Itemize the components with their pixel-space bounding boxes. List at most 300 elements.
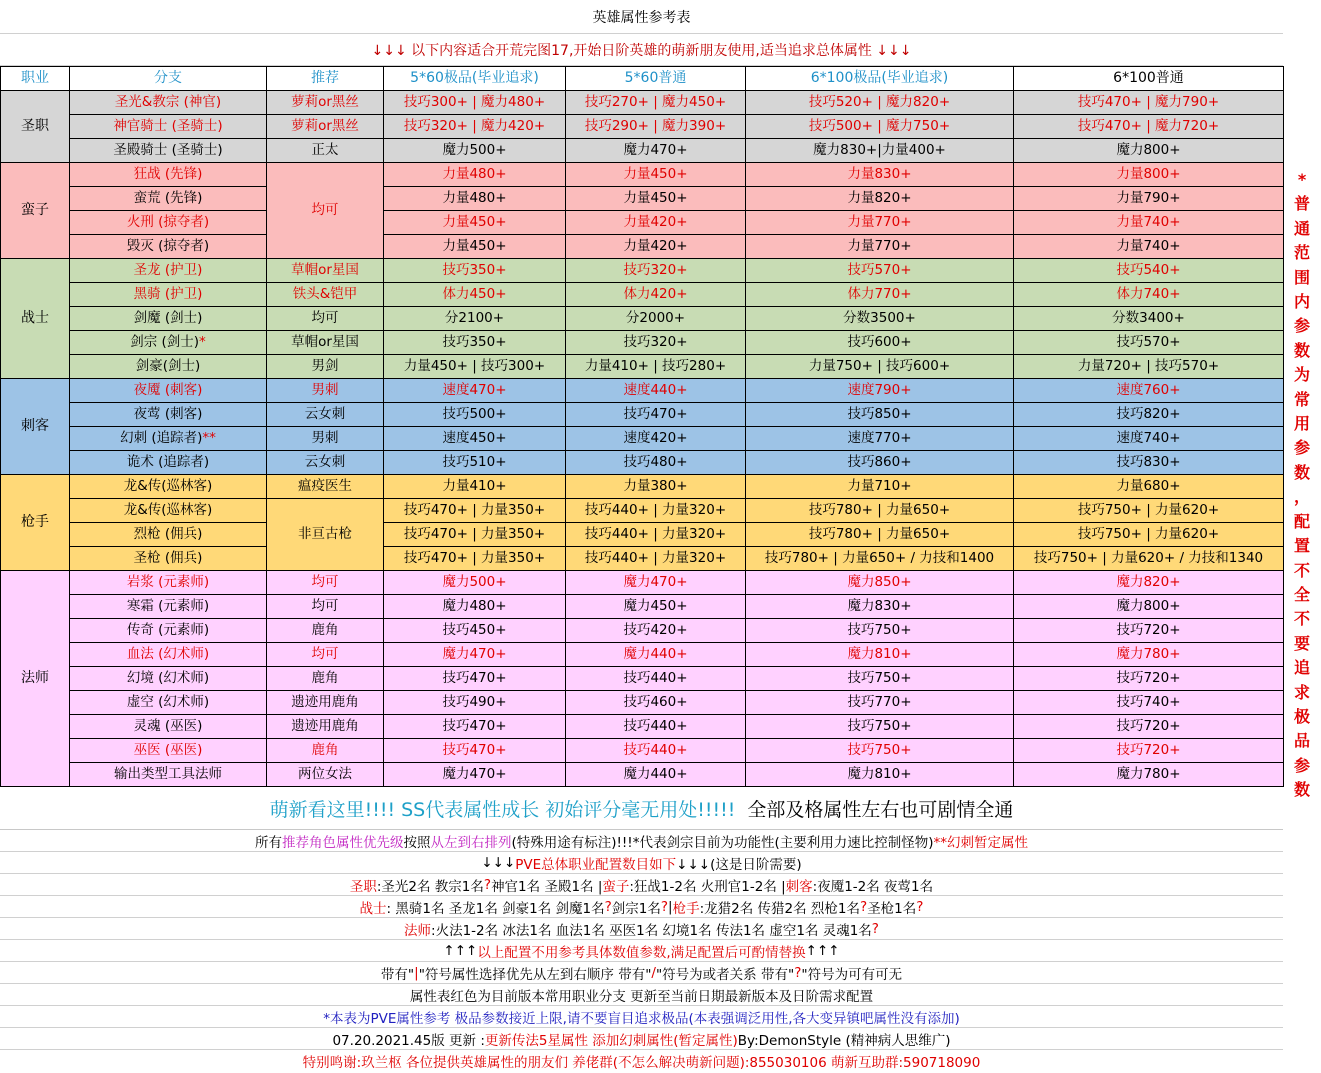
value-cell: 体力740+ [1014, 283, 1284, 307]
branch-label: 龙&传(巡林客) [123, 478, 213, 494]
value-cell: 技巧750+ [746, 619, 1014, 643]
header-5x60-normal: 5*60普通 [566, 67, 746, 91]
note-text: ↓↓↓ [481, 854, 516, 871]
header-branch: 分支 [70, 67, 267, 91]
branch-label: 幻刺 (追踪者) [120, 430, 203, 446]
note-mark: ? [604, 898, 612, 915]
value-cell: 技巧780+ | 力量650+ [746, 523, 1014, 547]
branch-label: 夜魇 (刺客) [133, 382, 203, 398]
recommend-cell: 遗迹用鹿角 [267, 715, 384, 739]
branch-label: 灵魂 (巫医) [133, 718, 203, 734]
note-thanks: 特别鸣谢:玖兰枢 各位提供英雄属性的朋友们 养佬群(不怎么解决萌新问题):855030106 萌新互助群:590718090 [302, 1055, 981, 1071]
value-cell: 体力420+ [566, 283, 746, 307]
branch-label: 虚空 (幻术师) [126, 694, 210, 710]
banner-part1: 萌新看这里!!!! SS代表属性成长 初始评分毫无用处!!!!! [269, 799, 736, 821]
note-text: | [668, 898, 673, 915]
table-row [1, 571, 1284, 595]
value-cell: 体力770+ [746, 283, 1014, 307]
value-cell: 技巧470+ [384, 715, 566, 739]
value-cell: 技巧770+ [746, 691, 1014, 715]
recommend-cell: 鹿角 [267, 667, 384, 691]
value-cell: 速度760+ [1014, 379, 1284, 403]
branch-cell [70, 571, 267, 595]
value-cell: 魔力470+ [566, 571, 746, 595]
branch-cell [70, 211, 267, 235]
value-cell: 力量720+ | 技巧570+ [1014, 355, 1284, 379]
recommend-cell: 男刺 [267, 379, 384, 403]
value-cell: 魔力500+ [384, 571, 566, 595]
recommend-cell: 非亘古枪 [267, 499, 384, 571]
recommend-cell: 男刺 [267, 427, 384, 451]
table-row [1, 163, 1284, 187]
recommend-cell: 两位女法 [267, 763, 384, 787]
value-cell: 力量380+ [566, 475, 746, 499]
note-mark: ? [660, 898, 669, 915]
value-cell: 技巧820+ [1014, 403, 1284, 427]
note-pve-disclaimer: *本表为PVE属性参考 极品参数接近上限,请不要盲目追求极品(本表强调泛用性,各大变异镇吧属性没有添加) [0, 1006, 1283, 1028]
header-6x100-normal: 6*100普通 [1014, 67, 1284, 91]
side-note-char: ， [1293, 487, 1310, 507]
value-cell: 技巧720+ [1014, 667, 1284, 691]
header-recommend: 推荐 [267, 67, 384, 91]
note-text: "符号为可有可无 [801, 966, 903, 983]
note-text: 按照 [403, 834, 431, 851]
table-row [1, 331, 1284, 355]
value-cell: 技巧740+ [1014, 691, 1284, 715]
branch-mark: * [199, 334, 206, 350]
branch-label: 烈枪 (佣兵) [133, 526, 203, 542]
note-text: ↑↑↑ [805, 942, 840, 959]
recommend-cell: 萝莉or黑丝 [267, 91, 384, 115]
note-text: :火法1-2名 冰法1名 血法1名 巫医1名 幻境1名 传法1名 虚空1名 灵魂1名 [431, 922, 872, 939]
side-note-char: 品 [1293, 731, 1310, 751]
value-cell: 魔力470+ [566, 139, 746, 163]
value-cell: 技巧470+ | 力量350+ [384, 499, 566, 523]
side-note-char: 不 [1293, 609, 1310, 629]
value-cell: 魔力450+ [566, 595, 746, 619]
branch-cell [70, 331, 267, 355]
branch-cell [70, 595, 267, 619]
value-cell: 力量450+ [384, 211, 566, 235]
table-body [1, 91, 1284, 787]
note-highlight: 推荐角色属性优先级 [281, 834, 404, 851]
value-cell: 技巧320+ | 魔力420+ [384, 115, 566, 139]
note-text: :龙猎2名 传猎2名 烈枪1名 [699, 900, 861, 917]
branch-label: 诡术 (追踪者) [126, 454, 210, 470]
value-cell: 技巧600+ [746, 331, 1014, 355]
class-name-cell: 枪手 [1, 475, 70, 571]
note-highlight: PVE总体职业配置数目如下 [515, 856, 677, 873]
table-row [1, 283, 1284, 307]
branch-label: 剑魔 (剑士) [133, 310, 203, 326]
value-cell: 魔力820+ [1014, 571, 1284, 595]
note-mark: / [651, 964, 656, 981]
value-cell: 技巧500+ | 魔力750+ [746, 115, 1014, 139]
note-text: :狂战1-2名 火刑官1-2名 | [629, 878, 786, 895]
value-cell: 技巧720+ [1014, 715, 1284, 739]
recommend-cell: 正太 [267, 139, 384, 163]
value-cell: 魔力830+ [746, 595, 1014, 619]
recommend-cell: 草帽or星国 [267, 259, 384, 283]
branch-label: 龙&传(巡林客) [123, 502, 213, 518]
side-note-char: 数 [1293, 462, 1310, 482]
value-cell: 魔力780+ [1014, 643, 1284, 667]
table-row [1, 739, 1284, 763]
note-mark: ? [794, 964, 802, 981]
value-cell: 分数3400+ [1014, 307, 1284, 331]
value-cell: 技巧470+ [384, 667, 566, 691]
branch-label: 岩浆 (元素师) [126, 574, 210, 590]
side-note-char: 不 [1293, 560, 1310, 580]
value-cell: 速度420+ [566, 427, 746, 451]
note-text: 07.20.2021.45版 更新 : [332, 1032, 485, 1049]
header-class: 职业 [1, 67, 70, 91]
value-cell: 技巧570+ [1014, 331, 1284, 355]
value-cell: 技巧470+ | 魔力720+ [1014, 115, 1284, 139]
branch-cell [70, 667, 267, 691]
value-cell: 力量450+ [566, 187, 746, 211]
recommend-cell: 均可 [267, 595, 384, 619]
branch-label: 圣光&教宗 (神官) [114, 94, 222, 110]
recommend-cell: 鹿角 [267, 619, 384, 643]
table-row [1, 379, 1284, 403]
banner-part2: 全部及格属性左右也可剧情全通 [747, 799, 1014, 821]
value-cell: 技巧440+ | 力量320+ [566, 499, 746, 523]
value-cell: 技巧860+ [746, 451, 1014, 475]
sheet-subtitle: ↓↓↓ 以下内容适合开荒完图17,开始日阶英雄的萌新朋友使用,适当追求总体属性 ↓↓↓ [0, 34, 1283, 66]
table-row [1, 235, 1284, 259]
class-name-cell: 圣职 [1, 91, 70, 163]
header-row [1, 67, 1284, 91]
table-row [1, 667, 1284, 691]
branch-label: 传奇 (元素师) [126, 622, 210, 638]
branch-label: 狂战 (先锋) [133, 166, 203, 182]
note-text: 所有 [254, 834, 282, 851]
value-cell: 魔力480+ [384, 595, 566, 619]
table-row [1, 403, 1284, 427]
sheet-title: 英雄属性参考表 [0, 0, 1283, 34]
branch-label: 神官骑士 (圣骑士) [113, 118, 223, 134]
branch-cell [70, 187, 267, 211]
value-cell: 魔力780+ [1014, 763, 1284, 787]
value-cell: 力量710+ [746, 475, 1014, 499]
branch-label: 巫医 (巫医) [133, 742, 203, 758]
branch-cell [70, 643, 267, 667]
value-cell: 技巧470+ | 力量350+ [384, 523, 566, 547]
note-text: :夜魇1-2名 夜莺1名 [812, 878, 934, 895]
value-cell: 技巧720+ [1014, 619, 1284, 643]
value-cell: 技巧750+ | 力量620+ / 力技和1340 [1014, 547, 1284, 571]
value-cell: 速度740+ [1014, 427, 1284, 451]
side-note [1287, 168, 1317, 803]
table-row [1, 307, 1284, 331]
table-row [1, 619, 1284, 643]
note-mark: | [414, 964, 419, 981]
value-cell: 魔力800+ [1014, 139, 1284, 163]
branch-mark: ** [202, 430, 216, 446]
value-cell: 力量480+ [384, 187, 566, 211]
side-note-char: 围 [1293, 267, 1310, 287]
value-cell: 技巧440+ | 力量320+ [566, 547, 746, 571]
side-note-char: 为 [1293, 365, 1310, 385]
value-cell: 力量750+ | 技巧600+ [746, 355, 1014, 379]
note-text: 剑宗1名 [611, 900, 661, 917]
value-cell: 技巧270+ | 魔力450+ [566, 91, 746, 115]
note-class: 法师 [404, 922, 432, 939]
value-cell: 技巧490+ [384, 691, 566, 715]
side-note-char: 全 [1293, 584, 1310, 604]
value-cell: 速度450+ [384, 427, 566, 451]
recommend-cell: 鹿角 [267, 739, 384, 763]
branch-cell [70, 451, 267, 475]
note-mark: ? [871, 920, 879, 937]
recommend-cell: 遗迹用鹿角 [267, 691, 384, 715]
value-cell: 力量820+ [746, 187, 1014, 211]
branch-cell [70, 499, 267, 523]
value-cell: 魔力830+|力量400+ [746, 139, 1014, 163]
value-cell: 技巧450+ [384, 619, 566, 643]
value-cell: 魔力500+ [384, 139, 566, 163]
recommend-cell: 云女刺 [267, 403, 384, 427]
note-text: 神官1名 圣殿1名 | [491, 878, 603, 895]
value-cell: 技巧470+ [384, 739, 566, 763]
branch-cell [70, 91, 267, 115]
branch-label: 寒霜 (元素师) [126, 598, 210, 614]
value-cell: 技巧440+ [566, 667, 746, 691]
branch-label: 黑骑 (护卫) [133, 286, 203, 302]
branch-cell [70, 355, 267, 379]
value-cell: 速度790+ [746, 379, 1014, 403]
side-note-char: 通 [1293, 218, 1310, 238]
recommend-cell: 均可 [267, 643, 384, 667]
note-text: 带有" [380, 966, 415, 983]
note-highlight: 从左到右排列 [430, 834, 512, 851]
table-row [1, 91, 1284, 115]
class-name-cell: 战士 [1, 259, 70, 379]
branch-cell [70, 283, 267, 307]
branch-cell [70, 307, 267, 331]
table-row [1, 355, 1284, 379]
value-cell: 力量680+ [1014, 475, 1284, 499]
value-cell: 魔力850+ [746, 571, 1014, 595]
attribute-table [0, 66, 1284, 787]
value-cell: 力量450+ [384, 235, 566, 259]
value-cell: 技巧570+ [746, 259, 1014, 283]
header-6x100-best: 6*100极品(毕业追求) [746, 67, 1014, 91]
note-highlight: 以上配置不用参考具体数值参数,满足配置后可酌情替换 [477, 944, 806, 961]
value-cell: 速度770+ [746, 427, 1014, 451]
value-cell: 技巧780+ | 力量650+ / 力技和1400 [746, 547, 1014, 571]
value-cell: 力量800+ [1014, 163, 1284, 187]
value-cell: 技巧750+ | 力量620+ [1014, 523, 1284, 547]
branch-cell [70, 691, 267, 715]
value-cell: 技巧350+ [384, 259, 566, 283]
value-cell: 魔力440+ [566, 643, 746, 667]
value-cell: 力量410+ [384, 475, 566, 499]
note-mark: ? [916, 898, 924, 915]
value-cell: 速度470+ [384, 379, 566, 403]
branch-label: 圣龙 (护卫) [133, 262, 203, 278]
note-text: *代表剑宗目前为功能性(主要利用力速比控制怪物) [632, 834, 934, 851]
header-5x60-best: 5*60极品(毕业追求) [384, 67, 566, 91]
note-text: 圣枪1名 [867, 900, 917, 917]
value-cell: 体力450+ [384, 283, 566, 307]
value-cell: 力量420+ [566, 211, 746, 235]
table-row [1, 763, 1284, 787]
note-config-1 [0, 874, 1283, 896]
recommend-cell: 草帽or星国 [267, 331, 384, 355]
value-cell: 技巧420+ [566, 619, 746, 643]
class-name-cell: 蛮子 [1, 163, 70, 259]
branch-cell [70, 739, 267, 763]
recommend-cell: 云女刺 [267, 451, 384, 475]
note-red-meaning: 属性表红色为目前版本常用职业分支 更新至当前日期最新版本及日阶需求配置 [0, 984, 1283, 1006]
value-cell: 力量770+ [746, 235, 1014, 259]
value-cell: 魔力810+ [746, 763, 1014, 787]
table-row [1, 115, 1284, 139]
branch-label: 剑豪(剑士) [135, 358, 201, 374]
recommend-cell: 铁头&铠甲 [267, 283, 384, 307]
branch-cell [70, 379, 267, 403]
branch-cell [70, 139, 267, 163]
note-text: : 黑骑1名 圣龙1名 剑豪1名 剑魔1名 [386, 900, 605, 917]
branch-cell [70, 259, 267, 283]
value-cell: 力量450+ | 技巧300+ [384, 355, 566, 379]
branch-label: 输出类型工具法师 [114, 766, 222, 782]
branch-label: 蛮荒 (先锋) [133, 190, 203, 206]
note-text: By:DemonStyle (精神病人思维广) [737, 1032, 951, 1049]
side-note-char: 极 [1293, 706, 1310, 726]
value-cell: 技巧440+ [566, 739, 746, 763]
value-cell: 技巧850+ [746, 403, 1014, 427]
value-cell: 技巧750+ | 力量620+ [1014, 499, 1284, 523]
recommend-cell: 瘟疫医生 [267, 475, 384, 499]
side-note-char: 参 [1293, 316, 1310, 336]
side-note-char: 追 [1293, 658, 1310, 678]
note-pve-count [0, 852, 1283, 874]
side-note-char: 求 [1293, 682, 1310, 702]
value-cell: 分2000+ [566, 307, 746, 331]
value-cell: 魔力440+ [566, 763, 746, 787]
recommend-cell: 均可 [267, 571, 384, 595]
branch-cell [70, 715, 267, 739]
value-cell: 技巧750+ [746, 739, 1014, 763]
note-class: 刺客 [785, 878, 813, 895]
note-highlight: **幻刺暂定属性 [933, 834, 1029, 851]
recommend-cell: 均可 [267, 307, 384, 331]
side-note-char: 数 [1293, 340, 1310, 360]
note-config-2 [0, 896, 1283, 918]
note-class: 枪手 [672, 900, 700, 917]
table-row [1, 139, 1284, 163]
value-cell: 技巧440+ [566, 715, 746, 739]
note-replace [0, 940, 1283, 962]
side-note-char: 要 [1293, 633, 1310, 653]
side-note-char: 置 [1293, 536, 1310, 556]
note-text: ↓↓↓(这是日阶需要) [676, 856, 802, 873]
note-text: ↑↑↑ [443, 942, 478, 959]
note-highlight: 更新传法5星属性 添加幻刺属性(暂定属性) [484, 1032, 738, 1049]
value-cell: 魔力810+ [746, 643, 1014, 667]
value-cell: 技巧480+ [566, 451, 746, 475]
value-cell: 力量480+ [384, 163, 566, 187]
table-row [1, 499, 1284, 523]
note-class: 圣职 [349, 878, 377, 895]
branch-cell [70, 475, 267, 499]
value-cell: 技巧500+ [384, 403, 566, 427]
value-cell: 技巧290+ | 魔力390+ [566, 115, 746, 139]
value-cell: 技巧780+ | 力量650+ [746, 499, 1014, 523]
value-cell: 力量790+ [1014, 187, 1284, 211]
table-row [1, 427, 1284, 451]
value-cell: 魔力470+ [384, 643, 566, 667]
table-row [1, 259, 1284, 283]
branch-label: 夜莺 (刺客) [133, 406, 203, 422]
branch-label: 血法 (幻术师) [126, 646, 210, 662]
value-cell: 力量740+ [1014, 211, 1284, 235]
side-note-char: 配 [1293, 511, 1310, 531]
value-cell: 分数3500+ [746, 307, 1014, 331]
side-note-char: 范 [1293, 243, 1310, 263]
table-row [1, 187, 1284, 211]
value-cell: 技巧320+ [566, 259, 746, 283]
value-cell: 速度440+ [566, 379, 746, 403]
newbie-banner [0, 788, 1283, 830]
note-class: 战士 [359, 900, 387, 917]
branch-cell [70, 547, 267, 571]
table-row [1, 547, 1284, 571]
value-cell: 分2100+ [384, 307, 566, 331]
branch-label: 毁灭 (掠夺者) [126, 238, 210, 254]
table-row [1, 211, 1284, 235]
side-note-char: 数 [1293, 780, 1310, 800]
note-text: "符号为或者关系 带有" [655, 966, 795, 983]
value-cell: 技巧350+ [384, 331, 566, 355]
side-note-char: 普 [1293, 194, 1310, 214]
value-cell: 技巧320+ [566, 331, 746, 355]
note-mark: ? [483, 876, 492, 893]
value-cell: 技巧460+ [566, 691, 746, 715]
value-cell: 力量450+ [566, 163, 746, 187]
value-cell: 技巧540+ [1014, 259, 1284, 283]
branch-label: 火刑 (掠夺者) [126, 214, 210, 230]
branch-cell [70, 763, 267, 787]
note-class: 蛮子 [602, 878, 630, 895]
side-note-char: 参 [1293, 755, 1310, 775]
branch-label: 剑宗 (剑士) [130, 334, 200, 350]
class-name-cell: 刺客 [1, 379, 70, 475]
branch-cell [70, 619, 267, 643]
value-cell: 魔力470+ [384, 763, 566, 787]
value-cell: 技巧830+ [1014, 451, 1284, 475]
table-row [1, 451, 1284, 475]
value-cell: 技巧750+ [746, 667, 1014, 691]
table-row [1, 715, 1284, 739]
branch-label: 幻境 (幻术师) [126, 670, 210, 686]
table-row [1, 691, 1284, 715]
value-cell: 技巧470+ [566, 403, 746, 427]
branch-cell [70, 115, 267, 139]
recommend-cell: 男剑 [267, 355, 384, 379]
table-row [1, 643, 1284, 667]
table-row [1, 523, 1284, 547]
branch-cell [70, 523, 267, 547]
table-row [1, 595, 1284, 619]
value-cell: 技巧300+ | 魔力480+ [384, 91, 566, 115]
value-cell: 技巧720+ [1014, 739, 1284, 763]
note-text: (特殊用途有标注)!!! [511, 834, 633, 851]
value-cell: 技巧470+ | 力量350+ [384, 547, 566, 571]
